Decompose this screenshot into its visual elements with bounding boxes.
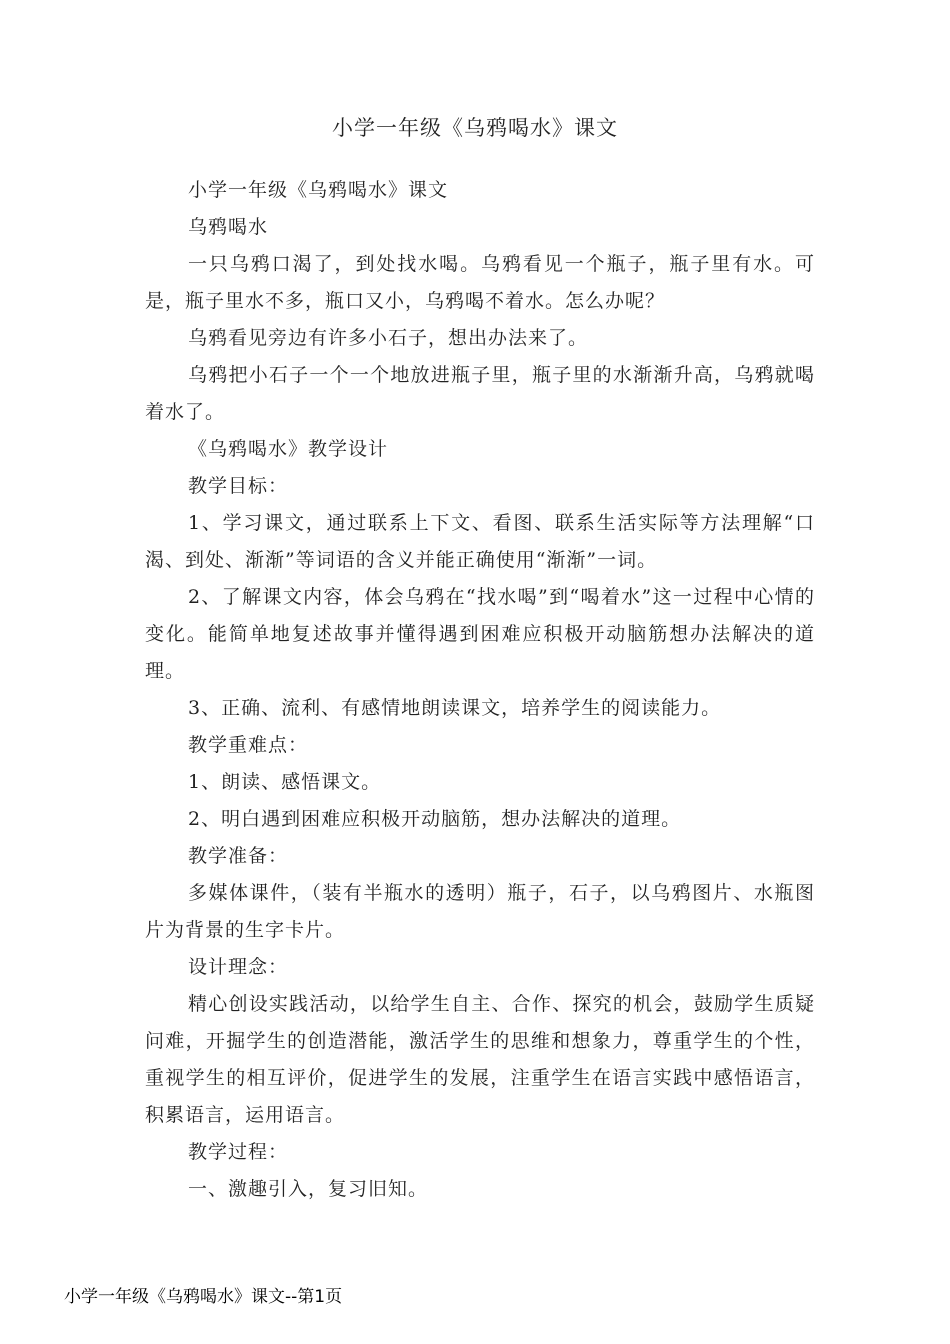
paragraph-11: 教学重难点：: [188, 734, 309, 756]
document-title: 小学一年级《乌鸦喝水》课文: [332, 116, 618, 140]
paragraph-3: 一只乌鸦口渴了，到处找水喝。乌鸦看见一个瓶子，瓶子里有水。可是，瓶子里水不多，瓶口又小，乌鸦喝不着水。怎么办呢？: [145, 253, 815, 312]
paragraph-14: 教学准备：: [188, 845, 289, 867]
paragraph-15: 多媒体课件，（装有半瓶水的透明）瓶子，石子，以乌鸦图片、水瓶图片为背景的生字卡片。: [145, 882, 815, 941]
paragraph-17: 精心创设实践活动，以给学生自主、合作、探究的机会，鼓励学生质疑问难，开掘学生的创造潜能，激活学生的思维和想象力，尊重学生的个性，重视学生的相互评价，促进学生的发展，注重学生在语言实践中感悟语言，积累语言，运用语言。: [145, 993, 815, 1126]
paragraph-10: 3、正确、流利、有感情地朗读课文，培养学生的阅读能力。: [188, 697, 722, 719]
paragraph-4: 乌鸦看见旁边有许多小石子，想出办法来了。: [188, 327, 589, 349]
paragraph-7: 教学目标：: [188, 475, 289, 497]
paragraph-16: 设计理念：: [188, 956, 289, 978]
paragraph-13: 2、明白遇到困难应积极开动脑筋，想办法解决的道理。: [188, 808, 682, 830]
paragraph-1: 小学一年级《乌鸦喝水》课文: [188, 179, 449, 201]
page-footer: 小学一年级《乌鸦喝水》课文--第1页: [64, 1287, 343, 1307]
paragraph-18: 教学过程：: [188, 1141, 289, 1163]
document-body: [145, 172, 815, 1208]
paragraph-6: 《乌鸦喝水》教学设计: [188, 438, 389, 460]
paragraph-5: 乌鸦把小石子一个一个地放进瓶子里，瓶子里的水渐渐升高，乌鸦就喝着水了。: [145, 364, 815, 423]
paragraph-12: 1、朗读、感悟课文。: [188, 771, 382, 793]
paragraph-8: 1、学习课文，通过联系上下文、看图、联系生活实际等方法理解“口渴、到处、渐渐”等词语的含义并能正确使用“渐渐”一词。: [145, 512, 815, 571]
paragraph-2: 乌鸦喝水: [188, 216, 269, 238]
paragraph-19: 一、激趣引入，复习旧知。: [188, 1178, 429, 1200]
paragraph-9: 2、了解课文内容，体会乌鸦在“找水喝”到“喝着水”这一过程中心情的变化。能简单地复述故事并懂得遇到困难应积极开动脑筋想办法解决的道理。: [145, 586, 815, 682]
